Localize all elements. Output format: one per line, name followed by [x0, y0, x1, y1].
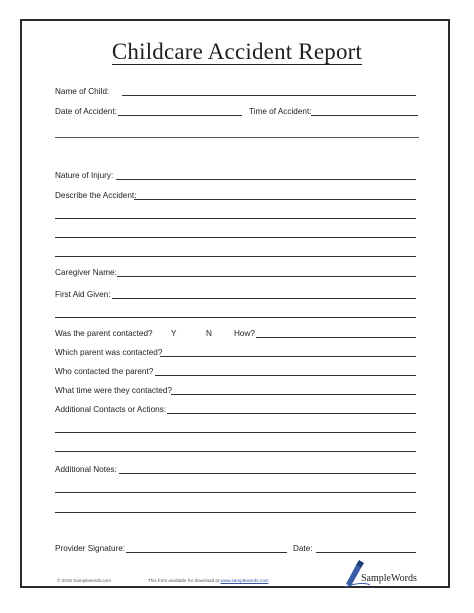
name-of-child-field[interactable] [122, 95, 416, 96]
describe-accident-field[interactable] [134, 199, 416, 200]
page-border [20, 19, 450, 588]
nature-of-injury-field[interactable] [116, 179, 416, 180]
first-aid-label: First Aid Given: [55, 290, 111, 299]
date-label: Date: [293, 544, 313, 553]
describe-accident-label: Describe the Accident: [55, 191, 137, 200]
time-of-accident-label: Time of Accident: [249, 107, 312, 116]
name-of-child-label: Name of Child: [55, 87, 110, 96]
additional-notes-label: Additional Notes: [55, 465, 117, 474]
date-field[interactable] [316, 552, 416, 553]
section-divider [55, 137, 419, 138]
time-of-accident-field[interactable] [311, 115, 418, 116]
additional-notes-field[interactable] [119, 473, 416, 474]
date-of-accident-field[interactable] [118, 115, 242, 116]
footer-copyright: © 2016 Samplewords.com [57, 578, 111, 583]
caregiver-name-label: Caregiver Name: [55, 268, 117, 277]
footer-availability-link[interactable]: www.samplewords.com [220, 578, 269, 583]
who-contacted-label: Who contacted the parent? [55, 367, 154, 376]
parent-contacted-label: Was the parent contacted? [55, 329, 153, 338]
additional-notes-line-2[interactable] [55, 492, 416, 493]
first-aid-field[interactable] [112, 298, 416, 299]
which-parent-field[interactable] [160, 356, 416, 357]
first-aid-line-2[interactable] [55, 317, 416, 318]
what-time-field[interactable] [171, 394, 416, 395]
what-time-label: What time were they contacted? [55, 386, 172, 395]
additional-contacts-line-2[interactable] [55, 432, 416, 433]
describe-accident-line-3[interactable] [55, 237, 416, 238]
samplewords-logo-text: SampleWords [361, 573, 417, 584]
page-title [0, 39, 474, 65]
caregiver-name-field[interactable] [117, 276, 416, 277]
parent-contacted-yes[interactable]: Y [171, 329, 177, 338]
additional-contacts-field[interactable] [167, 413, 416, 414]
which-parent-label: Which parent was contacted? [55, 348, 163, 357]
additional-contacts-label: Additional Contacts or Actions: [55, 405, 167, 414]
how-label: How? [234, 329, 255, 338]
nature-of-injury-label: Nature of Injury: [55, 171, 114, 180]
provider-signature-label: Provider Signature: [55, 544, 126, 553]
date-of-accident-label: Date of Accident: [55, 107, 117, 116]
footer-availability-prefix: This form available for download at [148, 578, 220, 583]
provider-signature-field[interactable] [126, 552, 287, 553]
parent-contacted-no[interactable]: N [206, 329, 212, 338]
footer-availability [148, 578, 269, 583]
how-field[interactable] [256, 337, 416, 338]
page-title-text: Childcare Accident Report [111, 39, 363, 64]
who-contacted-field[interactable] [155, 375, 416, 376]
additional-contacts-line-3[interactable] [55, 451, 416, 452]
describe-accident-line-4[interactable] [55, 256, 416, 257]
additional-notes-line-3[interactable] [55, 512, 416, 513]
describe-accident-line-2[interactable] [55, 218, 416, 219]
